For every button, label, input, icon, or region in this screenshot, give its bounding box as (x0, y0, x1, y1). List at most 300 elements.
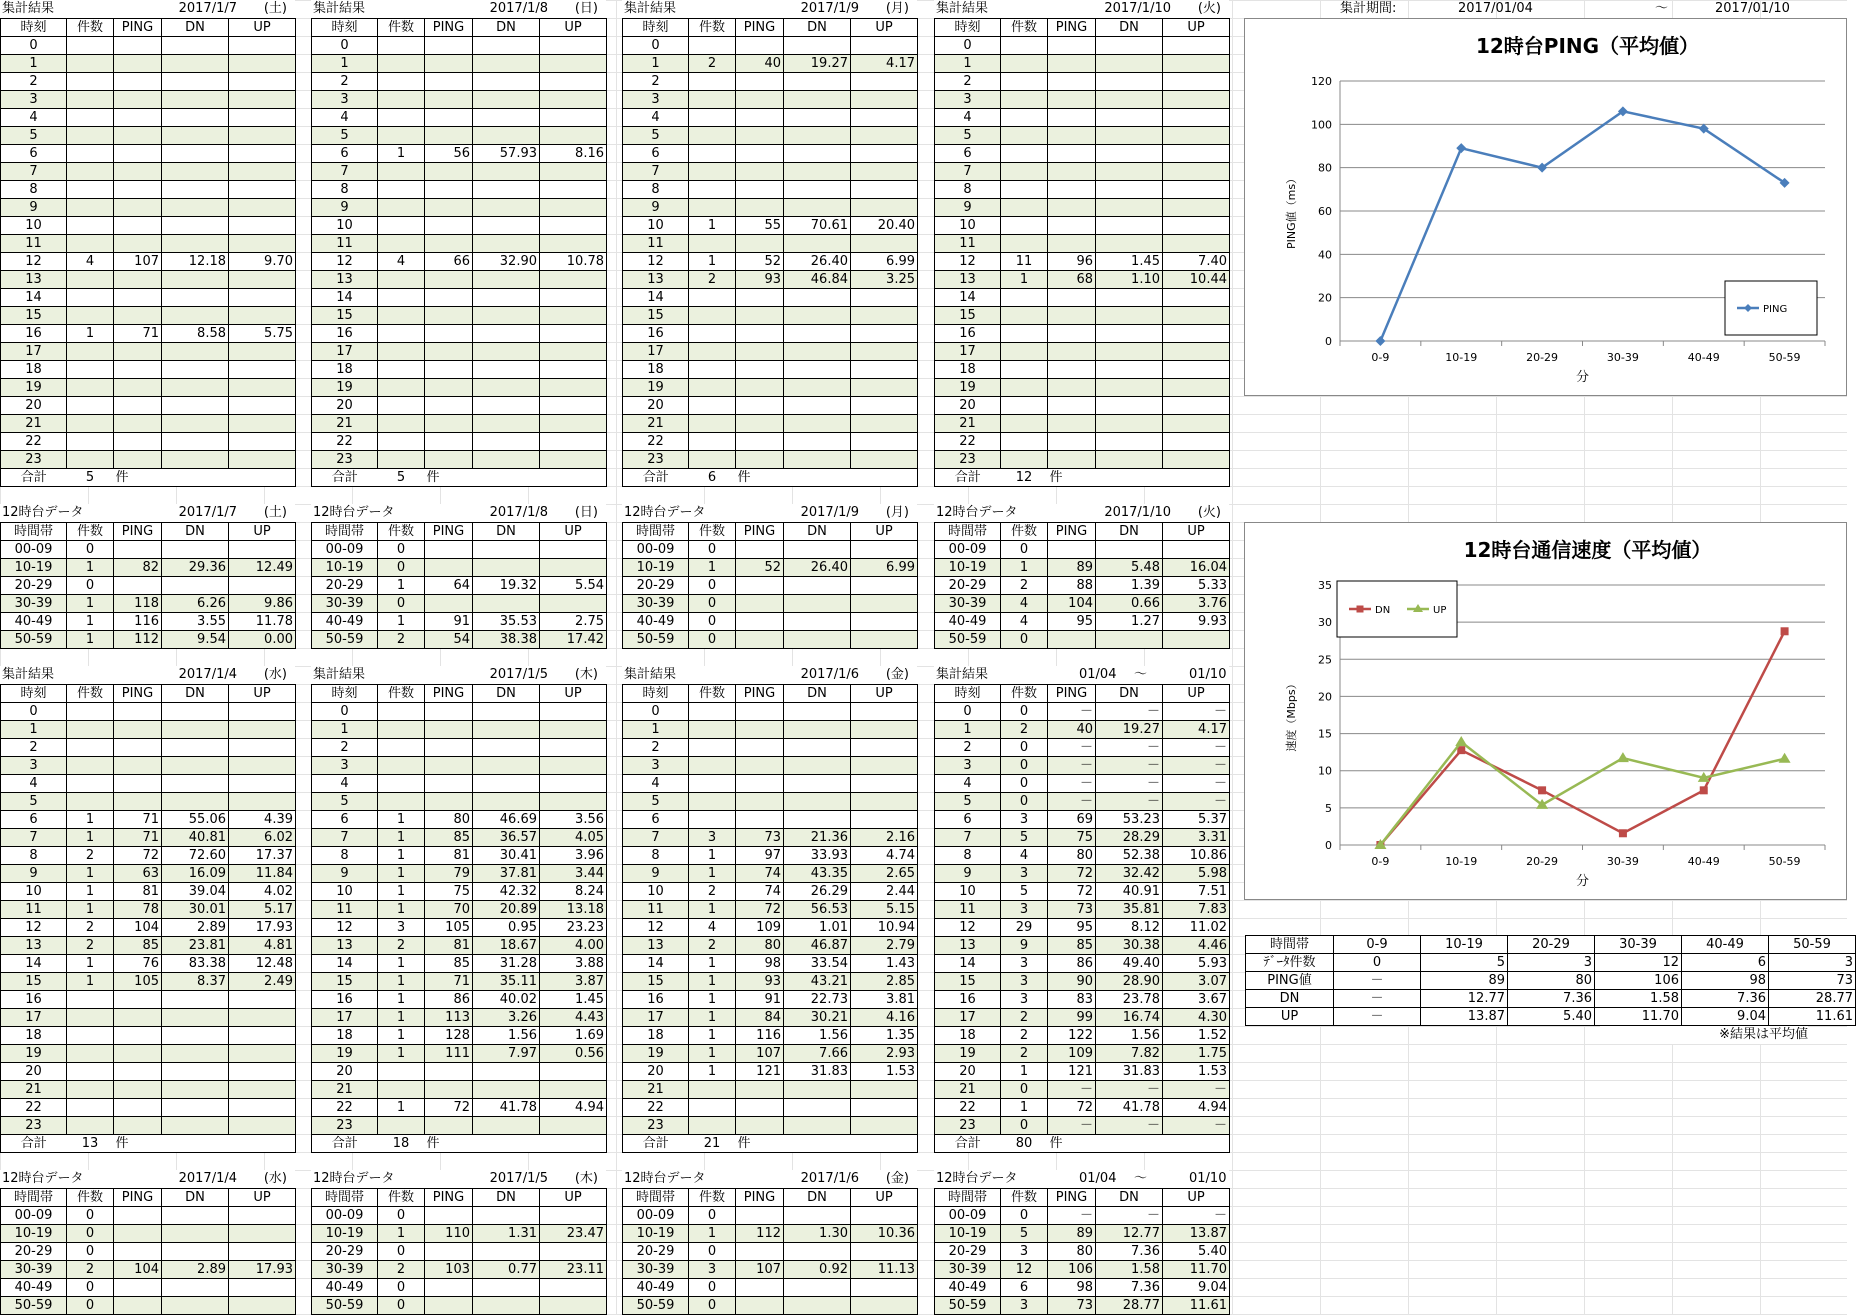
block-header (0, 0, 295, 18)
table-row (623, 433, 918, 451)
table-row (935, 1045, 1230, 1063)
table-cell (1001, 55, 1048, 73)
table-cell (114, 739, 162, 757)
table-cell: 40-49 (1, 613, 67, 631)
total-row (623, 469, 918, 487)
table-row (935, 1243, 1230, 1261)
summary-cell: 3 (1769, 954, 1856, 972)
table-row (312, 721, 607, 739)
table-cell: 19 (1, 379, 67, 397)
table-cell: 0 (378, 1207, 425, 1225)
table-cell: 2 (312, 739, 378, 757)
data-point (1619, 829, 1627, 837)
table-cell (540, 433, 607, 451)
column-header: UP (229, 523, 296, 541)
table-cell: 4 (935, 775, 1001, 793)
table-cell (67, 1009, 114, 1027)
block-table (934, 684, 1230, 1153)
table-cell: 50-59 (1, 1297, 67, 1315)
table-cell (736, 541, 784, 559)
column-header: PING (425, 1189, 473, 1207)
table-cell (229, 703, 296, 721)
column-header: PING (736, 685, 784, 703)
table-cell: 42.32 (473, 883, 540, 901)
table-row (623, 559, 918, 577)
table-cell: 10 (623, 217, 689, 235)
table-cell (689, 397, 736, 415)
table-row (935, 181, 1230, 199)
table-row (935, 235, 1230, 253)
table-row (935, 361, 1230, 379)
table-cell (114, 577, 162, 595)
table-cell (540, 451, 607, 469)
table-cell: 7 (1, 163, 67, 181)
column-header: DN (162, 19, 229, 37)
table-row (1, 289, 296, 307)
total-row (935, 1135, 1230, 1153)
table-header-row (623, 19, 918, 37)
block-table (934, 18, 1230, 487)
table-cell: 112 (114, 631, 162, 649)
table-cell: 0 (689, 1207, 736, 1225)
x-tick-label: 30-39 (1606, 855, 1639, 868)
table-cell: 8 (1, 181, 67, 199)
data-point (1456, 143, 1466, 153)
table-cell: 5.33 (1163, 577, 1230, 595)
table-cell: 3 (623, 91, 689, 109)
table-cell (229, 793, 296, 811)
x-tick-label: 30-39 (1606, 351, 1639, 364)
table-cell: 0 (623, 703, 689, 721)
table-cell: 43.35 (784, 865, 851, 883)
table-cell: 21 (312, 1081, 378, 1099)
table-cell (1096, 433, 1163, 451)
table-cell: 18 (623, 1027, 689, 1045)
table-row (623, 1099, 918, 1117)
table-cell (229, 109, 296, 127)
table-cell: 0 (1001, 1117, 1048, 1135)
table-cell (378, 307, 425, 325)
table-row (935, 271, 1230, 289)
table-row (312, 901, 607, 919)
table-cell: 36.57 (473, 829, 540, 847)
block-weekday: (水) (263, 667, 287, 682)
table-row (1, 1225, 296, 1243)
table-cell (473, 1279, 540, 1297)
table-cell: 4.17 (1163, 721, 1230, 739)
table-cell: 1 (689, 559, 736, 577)
table-cell (378, 739, 425, 757)
result-note: ※結果は平均値 (1600, 1026, 1808, 1044)
table-cell: 1 (378, 1099, 425, 1117)
table-cell (67, 181, 114, 199)
table-row (1, 595, 296, 613)
column-header: PING (1048, 19, 1096, 37)
table-cell (784, 451, 851, 469)
table-cell (473, 703, 540, 721)
table-cell: 64 (425, 577, 473, 595)
table-cell: 13 (1, 937, 67, 955)
table-cell: 0 (1001, 775, 1048, 793)
column-header: UP (1163, 19, 1230, 37)
table-cell: 91 (425, 613, 473, 631)
table-cell: 83 (1048, 991, 1096, 1009)
column-header: 時間帯 (1, 1189, 67, 1207)
table-cell: 21 (935, 1081, 1001, 1099)
table-cell: 16 (935, 991, 1001, 1009)
table-cell: 15 (312, 973, 378, 991)
table-cell (114, 1207, 162, 1225)
table-cell: 4.30 (1163, 1009, 1230, 1027)
table-cell: 1 (935, 55, 1001, 73)
table-cell: 1 (67, 865, 114, 883)
table-cell (473, 793, 540, 811)
table-cell: 23 (623, 1117, 689, 1135)
table-cell (1096, 145, 1163, 163)
total-count: 5 (378, 469, 425, 487)
table-cell: 23.47 (540, 1225, 607, 1243)
period-sep: ～ (1655, 1, 1669, 16)
table-cell: 2 (1, 739, 67, 757)
table-row (312, 847, 607, 865)
block-title: 集計結果 (313, 667, 366, 682)
table-cell: 30-39 (1, 595, 67, 613)
table-cell (1163, 343, 1230, 361)
table-row (623, 721, 918, 739)
table-row (623, 379, 918, 397)
table-row (623, 865, 918, 883)
table-row (623, 829, 918, 847)
table-cell: 72 (425, 1099, 473, 1117)
table-cell: 2.93 (851, 1045, 918, 1063)
table-cell: 107 (736, 1261, 784, 1279)
table-cell: 4 (312, 775, 378, 793)
table-row (312, 1261, 607, 1279)
table-cell (1163, 181, 1230, 199)
table-cell (114, 235, 162, 253)
table-cell: 23.81 (162, 937, 229, 955)
table-cell (1001, 379, 1048, 397)
table-cell: 5 (623, 127, 689, 145)
table-cell (473, 361, 540, 379)
table-cell: 5.93 (1163, 955, 1230, 973)
table-cell: 0 (689, 1297, 736, 1315)
table-cell (1096, 415, 1163, 433)
block-date: 01/04 (1079, 1171, 1117, 1186)
table-cell (736, 343, 784, 361)
table-cell: 1 (378, 1045, 425, 1063)
table-row (935, 631, 1230, 649)
table-cell: 1.53 (1163, 1063, 1230, 1081)
series-line-dn (1380, 631, 1784, 845)
table-cell (1096, 163, 1163, 181)
table-cell: 50-59 (935, 1297, 1001, 1315)
summary-cell: 12 (1595, 954, 1682, 972)
table-cell (67, 73, 114, 91)
table-cell (689, 739, 736, 757)
table-cell (378, 217, 425, 235)
table-cell: 30-39 (312, 1261, 378, 1279)
table-cell: 10 (935, 883, 1001, 901)
table-row (623, 127, 918, 145)
table-row (935, 145, 1230, 163)
table-cell (689, 415, 736, 433)
table-cell (162, 91, 229, 109)
table-cell (540, 235, 607, 253)
table-cell: 0 (1001, 1207, 1048, 1225)
table-cell (378, 397, 425, 415)
table-cell: 121 (1048, 1063, 1096, 1081)
table-row (312, 631, 607, 649)
table-cell (67, 145, 114, 163)
table-cell (736, 397, 784, 415)
table-cell (540, 1279, 607, 1297)
column-header: 件数 (1001, 1189, 1048, 1207)
table-cell (540, 703, 607, 721)
table-cell (229, 1279, 296, 1297)
table-cell: 3 (1001, 973, 1048, 991)
table-row (935, 55, 1230, 73)
x-tick-label: 40-49 (1687, 351, 1720, 364)
table-cell (473, 451, 540, 469)
table-cell: － (1048, 1081, 1096, 1099)
table-cell (784, 361, 851, 379)
table-cell: 16 (623, 325, 689, 343)
total-empty (540, 469, 607, 487)
table-cell (473, 541, 540, 559)
block-date: 2017/1/8 (489, 1, 548, 16)
table-cell: 20 (935, 1063, 1001, 1081)
table-cell: 31.28 (473, 955, 540, 973)
table-row (1, 775, 296, 793)
table-cell: 4.00 (540, 937, 607, 955)
table-cell (1001, 37, 1048, 55)
table-cell (1096, 307, 1163, 325)
table-cell: 19 (1, 1045, 67, 1063)
block-header (0, 666, 295, 684)
table-cell: 9 (935, 865, 1001, 883)
table-cell: 2.65 (851, 865, 918, 883)
table-cell (689, 181, 736, 199)
table-cell (540, 307, 607, 325)
table-cell (1096, 55, 1163, 73)
table-row (623, 397, 918, 415)
table-cell (162, 1297, 229, 1315)
table-cell: 3 (1001, 865, 1048, 883)
table-cell (229, 1027, 296, 1045)
table-cell: 11 (312, 235, 378, 253)
table-cell: 5 (1, 793, 67, 811)
table-cell (784, 1279, 851, 1297)
table-row (312, 1207, 607, 1225)
column-header: 件数 (378, 685, 425, 703)
table-cell (67, 397, 114, 415)
table-cell (67, 163, 114, 181)
table-cell: 12 (312, 919, 378, 937)
table-cell (540, 379, 607, 397)
table-cell (67, 451, 114, 469)
series-line-up (1380, 742, 1784, 845)
table-cell: 2 (67, 937, 114, 955)
table-cell: 1.53 (851, 1063, 918, 1081)
table-cell: 2 (1001, 577, 1048, 595)
table-cell: 0 (312, 37, 378, 55)
summary-cell: 3 (1508, 954, 1595, 972)
table-cell (851, 307, 918, 325)
table-row (935, 73, 1230, 91)
table-cell: 0 (67, 541, 114, 559)
table-row (935, 91, 1230, 109)
table-cell (378, 415, 425, 433)
table-cell: 105 (425, 919, 473, 937)
table-cell (736, 757, 784, 775)
x-tick-label: 10-19 (1445, 855, 1478, 868)
hourly-result-block (0, 666, 295, 1153)
table-cell: 13 (935, 937, 1001, 955)
table-cell: 30-39 (1, 1261, 67, 1279)
table-row (312, 1279, 607, 1297)
table-cell: 00-09 (312, 1207, 378, 1225)
table-cell: 20-29 (623, 577, 689, 595)
table-cell: 121 (736, 1063, 784, 1081)
table-cell: 73 (736, 829, 784, 847)
table-row (935, 163, 1230, 181)
table-cell (851, 361, 918, 379)
table-cell (162, 1063, 229, 1081)
table-row (935, 325, 1230, 343)
table-cell (473, 1207, 540, 1225)
table-cell: 4.46 (1163, 937, 1230, 955)
table-row (935, 289, 1230, 307)
table-cell: 1 (378, 991, 425, 1009)
table-row (623, 73, 918, 91)
table-cell: 11 (935, 901, 1001, 919)
table-cell (540, 55, 607, 73)
table-cell: 66 (425, 253, 473, 271)
y-tick-label: 25 (1318, 653, 1332, 667)
table-cell (114, 1243, 162, 1261)
table-cell (425, 757, 473, 775)
table-cell: 4.02 (229, 883, 296, 901)
table-cell: 11.84 (229, 865, 296, 883)
table-cell (1163, 217, 1230, 235)
table-cell (378, 343, 425, 361)
table-cell (540, 721, 607, 739)
table-cell: 93 (736, 271, 784, 289)
table-row (312, 415, 607, 433)
table-cell (114, 163, 162, 181)
table-cell (851, 91, 918, 109)
table-cell: 118 (114, 595, 162, 613)
total-empty (473, 469, 540, 487)
table-cell (689, 721, 736, 739)
table-cell: 1 (1001, 1063, 1048, 1081)
table-cell: － (1048, 1207, 1096, 1225)
table-row (623, 451, 918, 469)
table-cell (378, 127, 425, 145)
table-cell: 19 (312, 1045, 378, 1063)
table-row (312, 397, 607, 415)
table-row (935, 217, 1230, 235)
table-cell: 7 (1, 829, 67, 847)
table-cell: 10.44 (1163, 271, 1230, 289)
table-cell: 72 (1048, 883, 1096, 901)
table-row (1, 55, 296, 73)
table-row (623, 37, 918, 55)
table-cell: 16.74 (1096, 1009, 1163, 1027)
table-row (935, 199, 1230, 217)
table-cell (473, 595, 540, 613)
data-point (1617, 752, 1629, 762)
column-header: 件数 (689, 685, 736, 703)
table-cell: 30-39 (623, 1261, 689, 1279)
table-cell: 4 (378, 253, 425, 271)
table-cell: 0 (378, 559, 425, 577)
block-table (311, 522, 607, 649)
block-header (934, 504, 1229, 522)
summary-column-header: 50-59 (1769, 936, 1856, 954)
table-cell (229, 1207, 296, 1225)
column-header: 件数 (67, 685, 114, 703)
table-row (1, 1009, 296, 1027)
column-header: 件数 (1001, 523, 1048, 541)
hourly-result-block (311, 666, 606, 1153)
table-cell: － (1048, 703, 1096, 721)
data-point (1455, 736, 1467, 746)
block-weekday: (金) (885, 667, 909, 682)
summary-cell: 12.77 (1421, 990, 1508, 1008)
table-cell (229, 1009, 296, 1027)
table-cell (1048, 199, 1096, 217)
table-cell: 1 (689, 865, 736, 883)
table-cell: － (1163, 757, 1230, 775)
summary-cell: 5.40 (1508, 1008, 1595, 1026)
table-cell (1096, 379, 1163, 397)
table-cell (851, 1081, 918, 1099)
table-cell (540, 757, 607, 775)
table-cell (540, 1207, 607, 1225)
table-cell: 7 (935, 829, 1001, 847)
table-row (935, 1063, 1230, 1081)
x-tick-label: 20-29 (1526, 351, 1559, 364)
table-cell: 4 (689, 919, 736, 937)
table-cell (229, 163, 296, 181)
table-cell: 23 (1, 451, 67, 469)
table-cell: 20.89 (473, 901, 540, 919)
table-cell: 110 (425, 1225, 473, 1243)
block-sep: ～ (1134, 1171, 1148, 1186)
table-cell: 6 (312, 811, 378, 829)
column-header: 時間帯 (935, 1189, 1001, 1207)
table-cell (229, 433, 296, 451)
table-row (312, 127, 607, 145)
table-cell: 14 (1, 289, 67, 307)
table-cell: 17 (623, 1009, 689, 1027)
table-cell (689, 811, 736, 829)
column-header: 件数 (689, 19, 736, 37)
table-cell (378, 55, 425, 73)
table-cell: 1.56 (473, 1027, 540, 1045)
table-cell: 26.29 (784, 883, 851, 901)
column-header: PING (114, 685, 162, 703)
table-row (312, 253, 607, 271)
table-cell: 3 (1001, 811, 1048, 829)
table-header-row (312, 523, 607, 541)
table-cell (1001, 145, 1048, 163)
table-header-row (1, 19, 296, 37)
column-header: DN (1096, 685, 1163, 703)
table-row (623, 163, 918, 181)
